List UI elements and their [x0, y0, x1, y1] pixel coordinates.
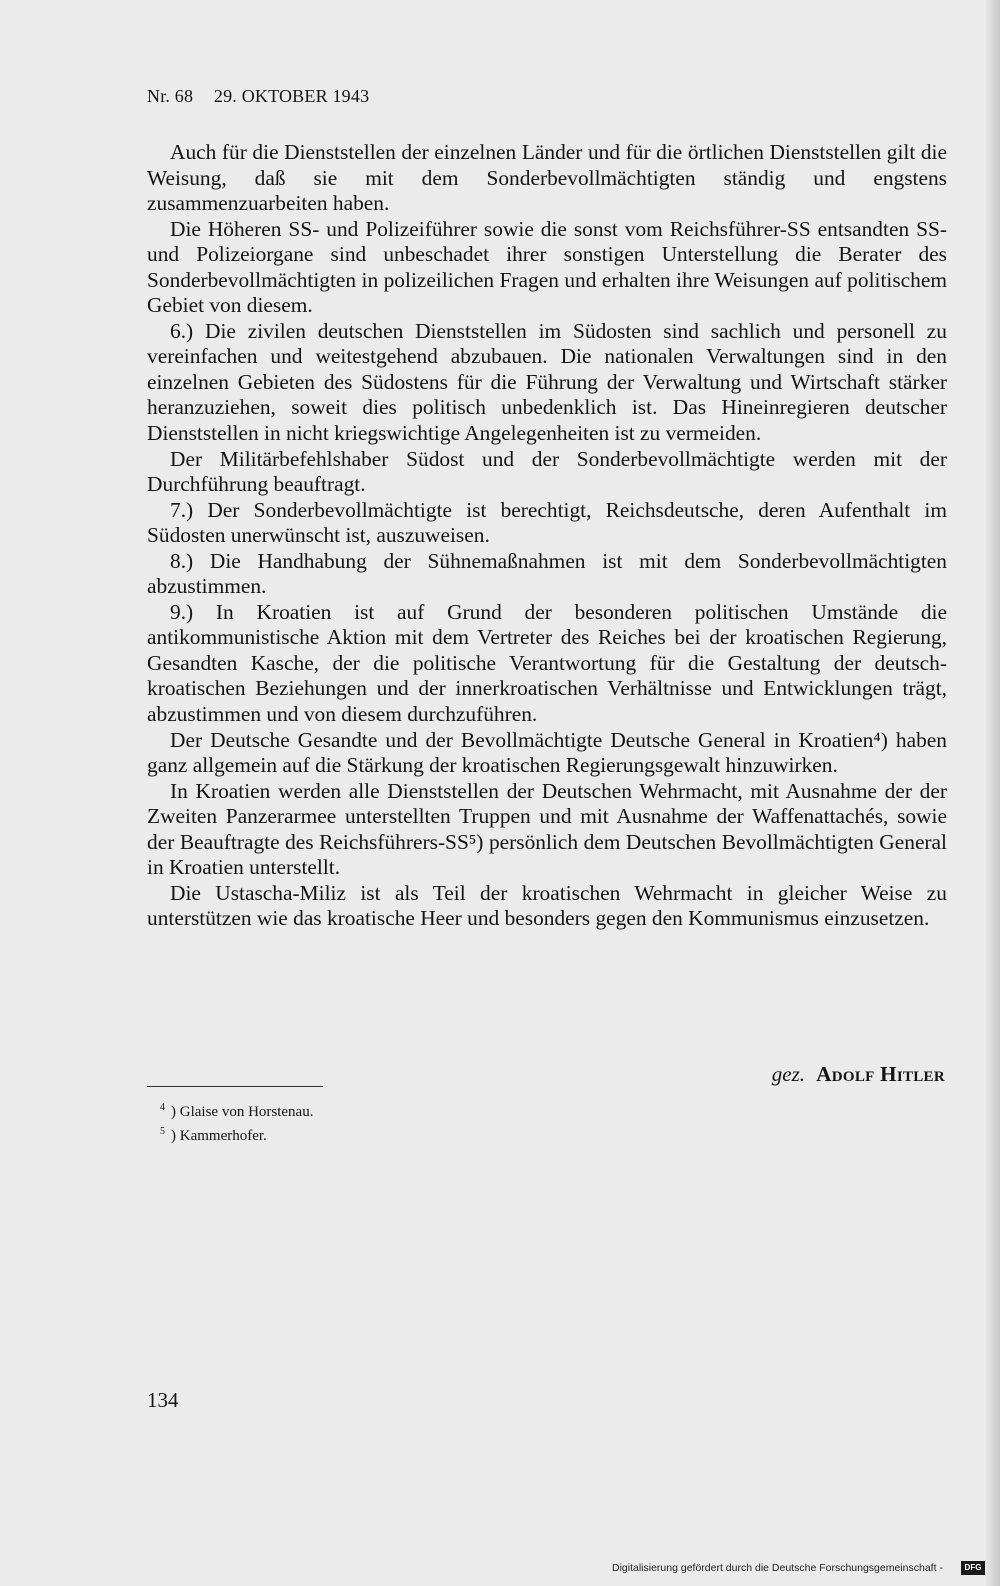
footnote-mark: 5 [160, 1126, 165, 1137]
footnote-divider [147, 1086, 323, 1087]
page-edge [986, 0, 1000, 1586]
body-text [147, 140, 947, 932]
footnote-mark: 4 [160, 1102, 165, 1113]
footnote-text: Glaise von Horstenau. [179, 1104, 314, 1120]
footnote-mark-paren: ) [171, 1128, 180, 1144]
paragraph: 6.) Die zivilen deutschen Dienststellen im Südosten sind sachlich und personell zu vereinfachen und weitestgehend abzubauen. Die nationalen Verwaltungen sind in den einzelnen Gebieten des Südostens für die Führung der Verwaltung und Wirtschaft stärker heranzuziehen, soweit dies politisch unbedenklich ist. Das Hineinregieren deutscher Dienststellen in nicht kriegswichtige Angelegenheiten ist zu vermeiden. [147, 318, 947, 446]
paragraph: Die Ustascha-Miliz ist als Teil der kroatischen Wehrmacht in gleicher Weise zu unterstützen wie das kroatische Heer und besonders gegen den Kommunismus einzusetzen. [147, 880, 947, 931]
page-header [147, 86, 369, 107]
dfg-logo: DFG [961, 1561, 985, 1575]
footnote-text: Kammerhofer. [179, 1128, 267, 1144]
signature [772, 1062, 945, 1087]
paragraph: 9.) In Kroatien ist auf Grund der besonderen politischen Umstände die antikommunistische Aktion mit dem Vertreter des Reiches bei der kroatischen Regierung, Gesandten Kasche, der die politische Verantwortung für die Gestaltung der deutsch-kroatischen Beziehungen und der innerkroatischen Verhältnisse und Entwicklungen trägt, abzustimmen und von diesem durchzuführen. [147, 599, 947, 727]
page-number: 134 [147, 1388, 179, 1412]
document-number: Nr. 68 [147, 86, 194, 106]
document-date: 29. OKTOBER 1943 [213, 86, 370, 106]
footnote [160, 1122, 313, 1146]
paragraph: 8.) Die Handhabung der Sühnemaßnahmen ist mit dem Sonderbevollmächtigten abzustimmen. [147, 548, 947, 599]
footnote-mark-paren: ) [171, 1104, 180, 1120]
signature-prefix: gez. [771, 1062, 806, 1086]
digitization-watermark: Digitalisierung gefördert durch die Deutsche Forschungsgemeinschaft - [612, 1562, 943, 1574]
paragraph: 7.) Der Sonderbevollmächtigte ist berechtigt, Reichsdeutsche, deren Aufenthalt im Südosten unerwünscht ist, auszuweisen. [147, 497, 947, 548]
paragraph: Der Militärbefehlshaber Südost und der Sonderbevollmächtigte werden mit der Durchführung beauftragt. [147, 446, 947, 497]
paragraph: Die Höheren SS- und Polizeiführer sowie die sonst vom Reichsführer-SS entsandten SS- und Polizeiorgane sind unbeschadet ihrer sonstigen Unterstellung die Berater des Sonderbevollmächtigten in polizeilichen Fragen und erhalten ihre Weisungen auf politischem Gebiet von diesem. [147, 216, 947, 318]
paragraph: Der Deutsche Gesandte und der Bevollmächtigte Deutsche General in Kroatien⁴) haben ganz allgemein auf die Stärkung der kroatischen Regierungsgewalt hinzuwirken. [147, 727, 947, 778]
footnotes [160, 1098, 313, 1146]
paragraph: Auch für die Dienststellen der einzelnen Länder und für die örtlichen Dienststellen gilt die Weisung, daß sie mit dem Sonderbevollmächtigten ständig und engstens zusammenzuarbeiten haben. [147, 140, 947, 216]
signature-name: Adolf Hitler [816, 1062, 945, 1086]
paragraph: In Kroatien werden alle Dienststellen der Deutschen Wehrmacht, mit Ausnahme der der Zweiten Panzerarmee unterstellten Truppen und mit Ausnahme der Waffenattachés, sowie der Beauftragte des Reichsführers-SS⁵) persönlich dem Deutschen Bevollmächtigten General in Kroatien unterstellt. [147, 778, 947, 880]
footnote [160, 1098, 313, 1122]
